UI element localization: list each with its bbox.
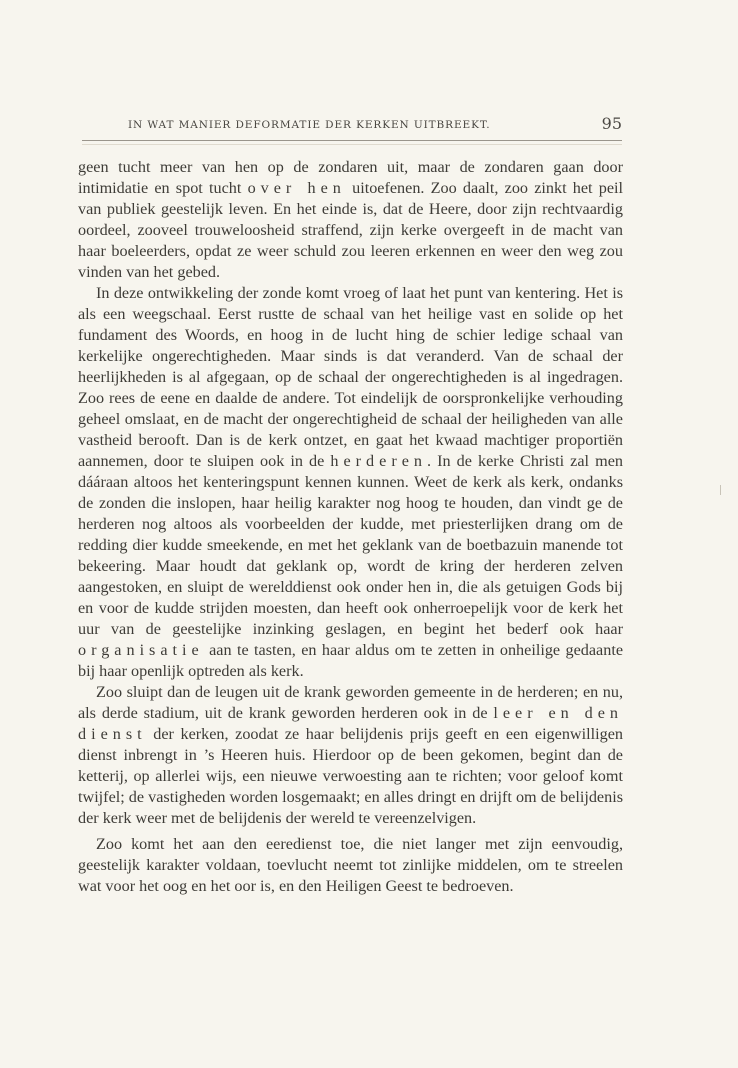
text-run: geen tucht meer van hen op de zondaren uit, maar de zondaren gaan door intimidatie en spot tucht (78, 158, 623, 197)
header-rule-shadow (82, 144, 622, 145)
text-run: In deze ontwikkeling der zonde komt vroeg of laat het punt van kentering. Het is als een weegschaal. Eerst rustte de schaal van het heilige vast en solide op het fundament des Woords, en hoog in de lucht hing de schier ledige schaal van kerkelijke ongerechtigheden. Maar sinds is dat veranderd. Van de schaal der heerlijkheden is al afgegaan, op de schaal der ongerechtigheden is al ingedragen. Zoo rees de eene en daalde de andere. Tot eindelijk de oorspronkelijke verhouding geheel omslaat, en de macht der ongerechtigheid de schaal der heiligheden van alle vastheid berooft. Dan is de kerk ontzet, en gaat het kwaad machtiger proportiën aannemen, door te sluipen ook in de (78, 284, 623, 470)
emphasis-spaced: leer en den dienst (78, 704, 623, 743)
text-run: der kerken, zoodat ze haar belijdenis prijs geeft en een eigenwilligen dienst inbrengt in ’s Heeren huis. Hierdoor op de been gekomen, begint dan de ketterij, op allerlei wijs, een nieuwe verwoesting aan te richten; voor geloof komt twijfel; de vastigheden worden losgemaakt; en alles dringt en drijft om de belijdenis der kerk weer met de belijdenis der wereld te vereenzelvigen. (78, 725, 623, 827)
emphasis-spaced: organisatie (78, 641, 204, 659)
margin-mark (720, 485, 721, 495)
body-text (78, 157, 623, 897)
header-rule (82, 140, 622, 141)
running-title: IN WAT MANIER DEFORMATIE DER KERKEN UITBREEKT. (128, 119, 491, 131)
text-run: . In de kerke Christi zal men dááraan altoos het kenteringspunt kennen kunnen. Weet de kerk als kerk, ondanks de zonden die inslopen, haar heilig karakter nog hoog te houden, dan vindt ge de herderen nog altoos als voorbeelden der kudde, met priesterlijken drang om de redding dier kudde smeekende, en met het geklank van de boetbazuin manende tot bekeering. Maar houdt dat geklank op, wordt de kring der herderen zelven aangestoken, en sluipt de werelddienst ook onder hen in, die als getuigen Gods bij en voor de kudde strijden moesten, dan heeft ook onherroepelijk voor de kerk het uur van de geestelijke inzinking geslagen, en begint het bederf ook haar (78, 452, 623, 638)
paragraph (78, 283, 623, 682)
paragraph (78, 682, 623, 829)
text-run: uitoefenen. Zoo daalt, zoo zinkt het peil van publiek geestelijk leven. En het einde is, dat de Heere, door zijn rechtvaardig oordeel, zooveel trouweloosheid straffend, zijn kerke overgeeft in de macht van haar boeleerders, opdat ze weer schuld zou leeren erkennen en weer den weg zou vinden van het gebed. (78, 179, 624, 281)
paragraph (78, 834, 623, 897)
emphasis-spaced: over hen (247, 179, 346, 197)
text-run: Zoo sluipt dan de leugen uit de krank geworden gemeente in de herderen; en nu, als derde stadium, uit de krank geworden herderen ook in de (78, 683, 623, 722)
page-header (78, 116, 624, 138)
text-run: Zoo komt het aan den eeredienst toe, die niet langer met zijn eenvoudig, geestelijk karakter voldaan, toevlucht neemt tot zinlijke middelen, om te streelen wat voor het oog en het oor is, en den Heiligen Geest te bedroeven. (78, 835, 623, 895)
paragraph (78, 157, 623, 283)
page-number: 95 (601, 114, 622, 133)
text-run: aan te tasten, en haar aldus om te zetten in onheilige gedaante bij haar openlijk optreden als kerk. (78, 641, 623, 680)
emphasis-spaced: herderen (330, 452, 428, 470)
